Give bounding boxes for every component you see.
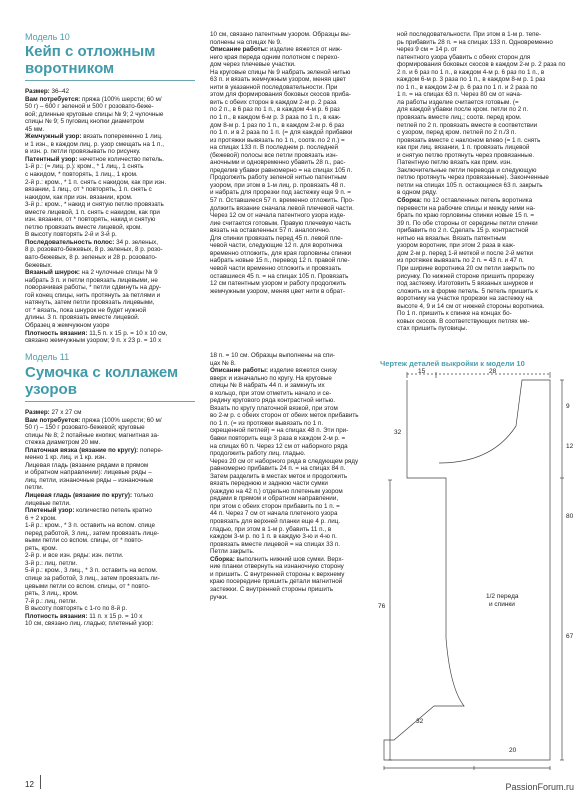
text-line: при этом с обеих сторон прибавить по 1 п. =: [210, 502, 340, 510]
text-line: поворачивая работы, * петли сдвинуть на дру-: [25, 284, 162, 292]
text-line: Описание работы: изделие вяжется от ниж-: [210, 46, 343, 54]
text-line: бавки повторить еще 3 раза в каждом 2-м р. =: [210, 435, 346, 443]
text-line: По 1 п. пришить к спинке на концах бо-: [397, 310, 512, 318]
text-line: Образец в жемчужном узоре: [25, 321, 110, 329]
text-line: Сборка: по 12 оставленных петель воротника: [397, 197, 533, 205]
dim-label-80: 80: [566, 513, 574, 520]
dim-label-67: 67: [566, 633, 574, 640]
text-line: На круговые спицы № 9 набрать зеленой нитью: [210, 68, 351, 76]
watermark: PassionForum.ru: [505, 782, 574, 792]
pattern-schematic: [374, 368, 579, 773]
text-line: Сборка: выполнить нижний шов сумки. Верх-: [210, 555, 344, 563]
text-line: сложить их в форме петель. 5 петель пришить к: [397, 287, 538, 295]
text-line: для каждой убавки после кром. петли по 2 п.: [397, 106, 529, 114]
text-line: Плотность вязания: 11,5 п. х 15 р. = 10 х 10 см,: [25, 329, 168, 337]
text-line: вить с обеих сторон в каждом 2-м р. 2 раза: [210, 98, 337, 106]
text-line: петли на спицах 105 п. остающиеся 63 п. закрыть: [397, 181, 543, 189]
text-line: петлю провязать вместе лицевой, кром.: [25, 223, 143, 231]
text-line: нитью на вязальн. Вязать патентным: [397, 234, 506, 242]
text-line: в одном ряду.: [397, 189, 437, 197]
text-line: по 1 п., в каждом 6-м р. 3 раза по 1 п., в каж-: [210, 114, 341, 122]
text-line: 50 г) – 150 г розовато-бежевой; круговые: [25, 424, 145, 432]
model-10-column-1: [25, 88, 197, 345]
text-line: и 1 изн., в каждом лиц. р. узор смещать на 1 п.,: [25, 140, 164, 148]
text-line: вязать на оставленных 57 п. аналогично.: [210, 227, 331, 235]
model-10-column-3: [397, 31, 569, 333]
text-line: временно отложить, для края горловины спинки: [210, 249, 352, 257]
dim-label-12: 12: [566, 443, 574, 450]
text-line: скрещенной петлей) = на спицах 48 п. Эти при-: [210, 427, 349, 435]
text-line: вязать переднюю и заднюю части сумки: [210, 480, 328, 488]
dim-label-32-left: 32: [394, 429, 402, 436]
text-line: и пришить. С внутренней стороны к верхнему: [210, 570, 345, 578]
text-line: и обратном направлении): лицевые ряды –: [25, 469, 152, 477]
text-line: под застежку. Изготовить 5 вязаных шнурков и: [397, 280, 534, 288]
text-line: на спицах 133 п. В последнем р. последней: [210, 144, 339, 152]
text-line: накидом, как при изн. вязании, кром.: [25, 193, 133, 201]
text-line: набрать 3 п. и петли провязать лицевыми, не: [25, 276, 158, 284]
text-line: В высоту повторять 2-й и 3-й р.: [25, 231, 117, 239]
text-line: 1 п. = на спицах 63 п. Через 80 см от нача-: [397, 91, 522, 99]
text-line: вверх и изначально по кругу. На круговые: [210, 374, 332, 382]
text-line: рять, 3 лиц., кром.: [25, 590, 79, 598]
text-line: по 1 п. и в 2 раза по 1 п. (= для каждой прибавки: [210, 129, 353, 137]
text-line: пределив убавки равномерно = на спицах 105 п.: [210, 166, 353, 174]
page-number-divider: [40, 775, 41, 789]
text-line: вато-бежевых, 8 р. зеленых и 28 р. розовато-: [25, 254, 158, 262]
text-line: провязать вместе с наклоном влево (= 1 п. снять: [397, 136, 541, 144]
text-line: прибавить по 2 п. Сделать 15 р. контрастной: [397, 227, 529, 235]
text-line: каждом 6-м р. 3 раза по 1 п., в каждом 8-м р. 1 раз: [397, 76, 546, 84]
text-line: жемчужным узором, меняя цвет нити в обрат-: [210, 287, 346, 295]
text-line: 18 п. = 10 см. Образцы выполнены на спи-: [210, 352, 335, 359]
page-number: 12: [25, 780, 34, 789]
text-line: 57 п. Оставшиеся 57 п. временно отложить. Про-: [210, 197, 355, 205]
piece-label-line-2: и спинки: [489, 601, 515, 608]
text-line: перевести на рабочие спицы и между ними на-: [397, 204, 536, 212]
text-line: лие считается готовым. Правую плечевую часть: [210, 219, 352, 227]
text-line: Вам потребуется: пряжа (100% шерсти; 60 м/: [25, 95, 162, 103]
text-line: 8 р. розовато-бежевых, 8 р. зеленых, 8 р. розо-: [25, 246, 163, 254]
text-line: с узором, перед кром. петлей по 2 п./3 п.: [397, 129, 517, 137]
text-line: 45 мм.: [25, 125, 45, 133]
dim-label-20: 20: [509, 747, 517, 754]
piece-label-line-1: 1/2 переда: [486, 593, 519, 600]
text-line: петлю протянуть через провязанные). Законченные: [397, 174, 549, 182]
text-line: 2 п. и 6 раз по 1 п., в каждом 4-м р. 6 раз по 1 п., в: [397, 68, 545, 76]
text-line: вой; длинные круговые спицы № 9; 2 чулочные: [25, 110, 164, 118]
model-10-title-line-1: Кейп с отложным: [25, 43, 156, 60]
text-line: 10 см, связано лиц. гладью; плетеный узор:: [25, 620, 154, 628]
title-separator: [25, 401, 195, 402]
text-line: спицы № 8 набрать 44 п. и замкнуть их: [210, 382, 325, 390]
text-line: 50 г) – 600 г зеленой и 500 г розовато-беже-: [25, 103, 154, 111]
text-line: из протяжки вывязать по 1 п., соотв. по 2 п.) =: [210, 136, 345, 144]
text-line: провязать для верхней планки еще 4 р. лиц.: [210, 518, 341, 526]
title-separator: [25, 80, 195, 81]
text-line: чевой части, следующие 12 п. для воротника: [210, 242, 343, 250]
text-line: петлей по 2 п. провязать вместе в соответствии: [397, 121, 538, 129]
text-line: по 2 п., в 6 раз по 1 п., в каждом 4-м р. 6 раз: [210, 106, 340, 114]
text-line: спицы № 8; 2 потайные кнопки; магнитная за-: [25, 431, 160, 439]
text-line: и набрать для прорезки под застежку еще 9 п. =: [210, 189, 351, 197]
text-line: Плотность вязания: 11 п. х 15 р. = 10 х: [25, 612, 143, 620]
text-line: от * вязать, пока шнурок не будет нужной: [25, 306, 147, 314]
text-line: Описание работы: изделие вяжется снизу: [210, 367, 337, 375]
text-line: рядами в прямом и обратном направлении,: [210, 495, 339, 503]
model-11-title-line-1: Сумочка с коллажем: [25, 364, 179, 381]
text-line: В высоту повторять с 1-го по 8-й р.: [25, 605, 128, 613]
text-line: оставшиеся 45 п. = на спицах 105 п. Провязать: [210, 272, 349, 280]
text-line: связано жемчужным узором; 9 п. х 23 р. = 10 х: [25, 337, 162, 345]
text-line: Для спинки провязать перед 45 п. левой пле-: [210, 234, 343, 242]
text-line: по 1 п., в каждом 2-м р. 6 раз по 1 п. и 2 раза по: [397, 83, 538, 91]
text-line: (бежевой) полосы все петли провязать изн-: [210, 151, 338, 159]
text-line: вязании, 1 лиц., от * повторять, 1 п. снять с: [25, 186, 152, 194]
text-line: провязать вместе лицевой = на спицах 33 п.: [210, 540, 341, 548]
piece-outline: [384, 380, 550, 760]
dim-label-76: 76: [378, 603, 386, 610]
text-line: продолжить работу лиц. гладью.: [210, 450, 306, 458]
text-line: ковых скосов. В соответствующих петлях ме-: [397, 317, 530, 325]
text-line: Вязаный шнурок: на 2 чулочные спицы № 9: [25, 269, 158, 277]
text-line: менно 1 кр. лиц. и 1 кр. изн.: [25, 454, 107, 462]
text-line: 44 п. Через 7 см от начала плетеного узора: [210, 510, 338, 518]
text-line: должить вязание сначала левой плечевой части.: [210, 204, 354, 212]
text-line: высоте 4, 9 и 14 см от нижней стороны воротника.: [397, 302, 545, 310]
text-line: ла работы изделие считается готовым. (=: [397, 98, 519, 106]
text-line: по 1 п. (= из протяжки вывязать по 1 п.: [210, 419, 324, 427]
text-line: Платочная вязка (вязание по кругу): попере-: [25, 446, 163, 454]
text-line: редину кругового ряда контрастной нитью.: [210, 397, 335, 405]
text-line: При ширине воротника 20 см петли закрыть по: [397, 264, 535, 272]
text-line: Петли закрыть.: [210, 548, 255, 556]
text-line: чевой части временно отложить и провязать: [210, 264, 342, 272]
schematic-title: Чертеж деталей выкройки к модели 10: [380, 359, 525, 368]
text-line: 2-й р. и все изн. ряды: изн. петли.: [25, 552, 124, 560]
text-line: Через 20 см от наборного ряда в следующем ряду: [210, 457, 359, 465]
text-line: ручки.: [210, 593, 228, 601]
model-10-column-2: [210, 31, 382, 295]
text-line: него края переда одним полотном с перехо-: [210, 53, 340, 61]
text-line: воротнику на участке прорезки на застежку на: [397, 295, 533, 303]
text-line: в кольцо, при этом отметить начало и се-: [210, 389, 332, 397]
text-line: спицы № 9; 5 пуговиц кнопки диаметром: [25, 118, 144, 126]
text-line: петли.: [25, 484, 44, 492]
model-11-title-line-2: узоров: [25, 381, 77, 398]
text-line: рять, кром.: [25, 544, 58, 552]
text-line: ной последовательности. При этом в 1-м р. тепе-: [397, 31, 542, 38]
text-line: вместе лицевой, 1 п. снять с накидом, как при: [25, 208, 160, 216]
text-line: каждом 3-м р. по 1 п. в каждую 3-ю и 4-ю п.: [210, 533, 337, 541]
dim-label-28: 28: [489, 368, 497, 375]
text-line: Плетеный узор: количество петель кратно: [25, 507, 152, 515]
text-line: равномерно прибавить 24 п. = на спицах 84 п.: [210, 465, 346, 473]
text-line: Лицевая гладь (вязание по кругу): только: [25, 492, 154, 500]
text-line: 1-й р.: (= лиц. р.): кром., * 1 лиц., 1 снять: [25, 163, 144, 171]
dim-label-9: 9: [566, 403, 570, 410]
text-line: лицевые петли.: [25, 499, 71, 507]
model-11-column-1: [25, 409, 197, 628]
text-line: 2-й р.: кром., * 1 п. снять с накидом, как при изн.: [25, 178, 167, 186]
text-line: набрать новые 15 п., перевод 12 п. правой пле-: [210, 257, 350, 265]
text-line: рисунку. По нижней стороне пришить прорезку: [397, 272, 535, 280]
text-line: брать по краю горловины спинки новые 15 п. =: [397, 212, 535, 220]
text-line: Через 12 см от начала патентного узора изде-: [210, 212, 346, 220]
text-line: патентного узора убавить с обеих сторон для: [397, 53, 531, 61]
text-line: застежки. С внутренней стороны пришить: [210, 585, 334, 593]
text-line: формирования боковых скосов в каждом 2-м р. 2 раза по: [397, 61, 566, 69]
text-line: Заключительные петли перевода и следующую: [397, 166, 537, 174]
text-line: Размер: 36–42: [25, 88, 70, 95]
text-line: 1-й р.: кром., * 3 п. оставить на вспом. спице: [25, 522, 156, 530]
text-line: Патентный узор: нечетное количество петель.: [25, 155, 164, 163]
text-line: и снятую петлю протянуть через провязанные.: [397, 151, 535, 159]
text-line: провязать вместе лиц.; соотв. перед кром.: [397, 114, 522, 122]
text-line: Последовательность полос: 34 р. зеленых,: [25, 238, 159, 246]
text-line: стежка диаметром 20 мм.: [25, 439, 101, 447]
text-line: (каждую на 42 п.) отдельно плетеным узором: [210, 487, 343, 495]
text-line: 5-й р.: кром., 3 лиц., * 3 п. оставить на вспом.: [25, 567, 158, 575]
text-line: Размер: 27 х 27 см: [25, 409, 82, 416]
text-line: дом через плечевые участки.: [210, 61, 296, 69]
text-line: нити в указанной последовательности. При: [210, 83, 338, 91]
text-line: Вязать по кругу платочной вязкой, при этом: [210, 404, 338, 412]
model-11-label: Модель 11: [25, 352, 70, 362]
text-line: во 2-м р. с обеих сторон от обеих меток прибавить: [210, 412, 359, 420]
text-line: в изн. р. петли провязывать по рисунку.: [25, 148, 141, 156]
text-line: гладью, при этом в 1-м р. убавить 11 п., в: [210, 525, 332, 533]
text-line: на спицах 60 п. Через 12 см от наборного ряда: [210, 442, 348, 450]
model-11-column-2: [210, 352, 370, 601]
dim-label-32-bottom: 32: [416, 718, 424, 725]
text-line: краю посередине пришить детали магнитной: [210, 578, 343, 586]
text-line: 7-й р.: лиц. петли.: [25, 597, 78, 605]
text-line: изн. вязании, от * повторять, накид и снятую: [25, 216, 156, 224]
model-10-label: Модель 10: [25, 32, 70, 42]
text-line: рь прибавить 28 п. = на спицах 133 п. Одновременно через 9 см = 14 р. от: [397, 38, 553, 54]
text-line: аночными и одновременно убавить 28 п., рас-: [210, 159, 346, 167]
text-line: цах № 8.: [210, 359, 236, 367]
text-line: 3-й р.: кром., * накид и снятую петлю провязать: [25, 201, 164, 209]
text-line: этом для формирования боковых скосов приба-: [210, 91, 351, 99]
text-line: из протяжек вывязать по 2 п. = 43 п. и 47 п.: [397, 257, 524, 265]
text-line: как при лиц. вязании, 1 п. провязать лицевой: [397, 144, 530, 152]
text-line: натянуть, затем петли провязать лицевыми,: [25, 299, 155, 307]
text-line: 12 см патентным узором и работу продолжить: [210, 280, 347, 288]
text-line: Лицевая гладь (вязание рядами в прямом: [25, 461, 149, 469]
text-line: длины. 3 п. провязать вместе лицевой.: [25, 314, 140, 322]
text-line: с накидом, * повторять, 1 лиц., 1 кром.: [25, 171, 138, 179]
text-line: Жемчужный узор: вязать попеременно 1 лиц.: [25, 133, 163, 141]
text-line: стах пришить пуговицы.: [397, 325, 468, 333]
text-line: 39 п. По обе стороны от середины петли спинки: [397, 219, 538, 227]
text-line: спице за работой, 3 лиц., затем провязать ли-: [25, 575, 160, 583]
dim-label-15: 15: [418, 368, 426, 375]
text-line: узором, при этом в 1-м лиц. р. провязать 48 п.: [210, 181, 346, 189]
text-line: Продолжить работу зеленой нитью патентным: [210, 174, 347, 182]
text-line: Вам потребуется: пряжа (100% шерсти; 60 м/: [25, 416, 162, 424]
text-line: бежевых.: [25, 261, 53, 269]
text-line: Патентную петлю вязать как прим. изн.: [397, 159, 512, 167]
text-line: Затем разделить в местах меток и продолжить: [210, 472, 348, 480]
text-line: полнены на спицах № 9.: [210, 38, 282, 46]
text-line: 10 см, связано патентным узором. Образцы вы-: [210, 31, 351, 38]
text-line: цевыми петли со вспом. спицы, от * повто-: [25, 582, 150, 590]
model-10-title-line-2: воротником: [25, 60, 115, 77]
text-line: дом 2-м р. перед 1-й меткой и после 2-й метки: [397, 249, 533, 257]
text-line: узором воротник, при этом 2 раза в каж-: [397, 242, 516, 250]
text-line: 63 п. и вязать жемчужным узором, меняя цвет: [210, 76, 346, 84]
text-line: перед работой, 3 лиц., затем провязать лице-: [25, 529, 160, 537]
text-line: 3-й р.: лиц. петли.: [25, 559, 78, 567]
text-line: лиц. петли, изнаночные ряды – изнаночные: [25, 476, 154, 484]
text-line: выми петли со вспом. спицы, от * повто-: [25, 537, 143, 545]
text-line: 6 + 2 кром.: [25, 514, 57, 522]
text-line: ние планки отвернуть на изнаночную сторону: [210, 563, 344, 571]
text-line: дом 8-м р. 1 раз по 1 п., в каждом 2-м р. 6 раз: [210, 121, 345, 129]
text-line: гой конец спицы, нить протянуть за петлями и: [25, 291, 161, 299]
